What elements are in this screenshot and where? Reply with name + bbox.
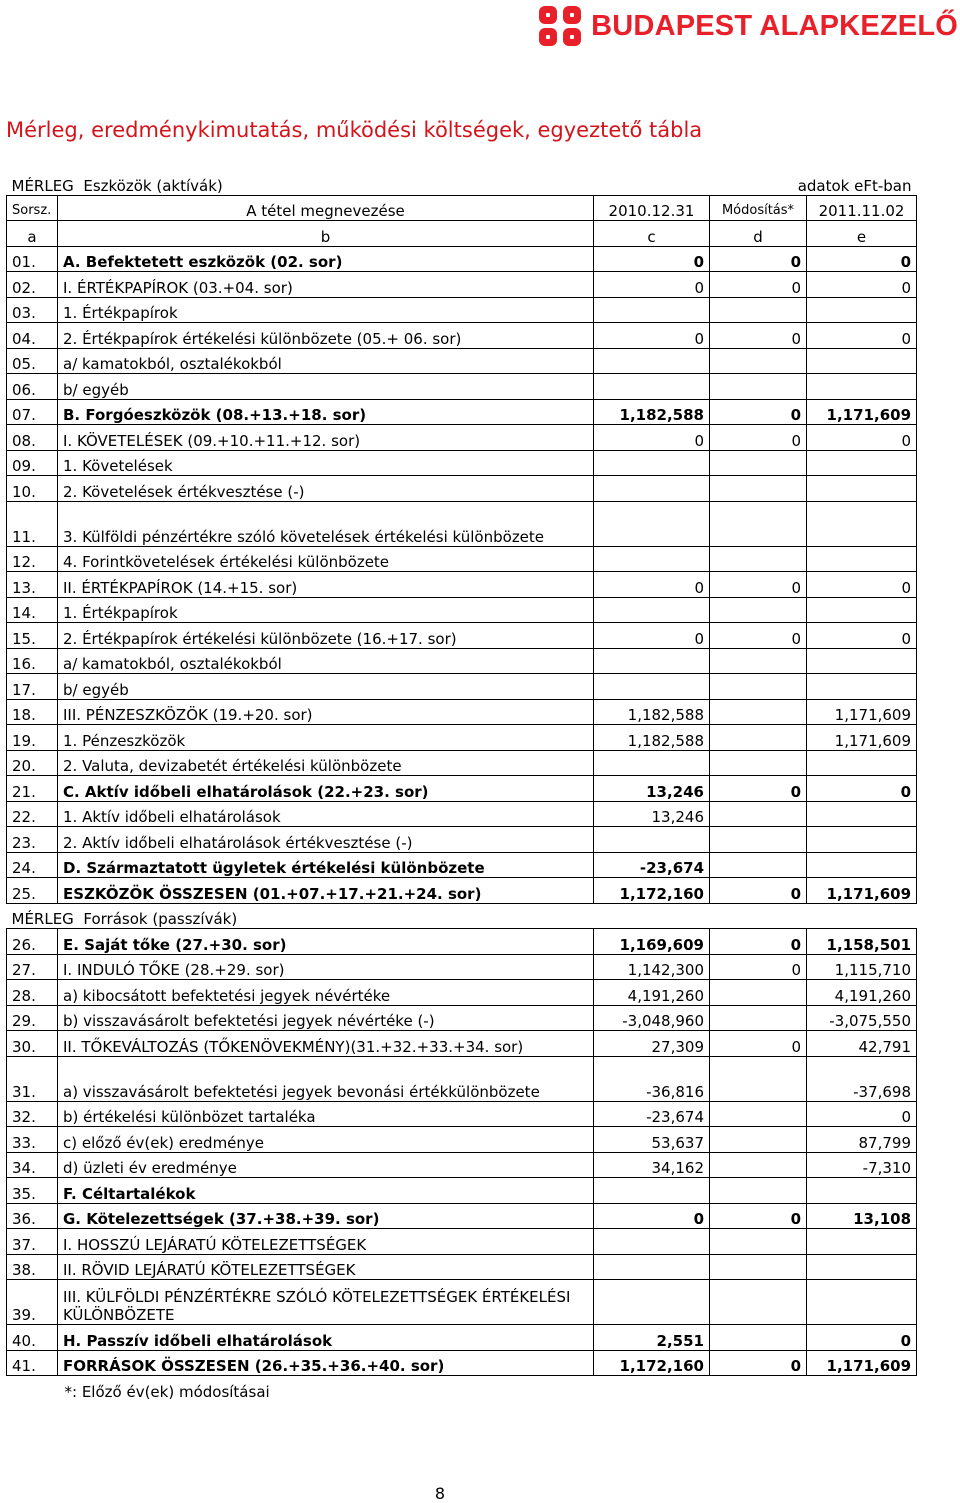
value-2010-12-31 bbox=[594, 597, 710, 623]
item-name: c) előző év(ek) eredménye bbox=[58, 1127, 594, 1153]
value-modification bbox=[710, 1005, 807, 1031]
value-modification bbox=[710, 980, 807, 1006]
row-number: 32. bbox=[7, 1101, 58, 1127]
value-2010-12-31: 0 bbox=[594, 623, 710, 649]
item-name: H. Passzív időbeli elhatárolások bbox=[58, 1325, 594, 1351]
item-name: b/ egyéb bbox=[58, 674, 594, 700]
item-name: 1. Értékpapírok bbox=[58, 297, 594, 323]
value-modification: 0 bbox=[710, 623, 807, 649]
item-name: 2. Valuta, devizabetét értékelési különbözete bbox=[58, 750, 594, 776]
value-modification: 0 bbox=[710, 399, 807, 425]
assets-section-header bbox=[7, 170, 917, 195]
liabilities-section-header bbox=[7, 903, 917, 929]
column-letter: b bbox=[58, 221, 594, 247]
value-2010-12-31 bbox=[594, 1229, 710, 1255]
value-2011-11-02: 87,799 bbox=[807, 1127, 917, 1153]
table-row bbox=[7, 1203, 917, 1229]
value-modification bbox=[710, 827, 807, 853]
value-2010-12-31: 0 bbox=[594, 572, 710, 598]
item-name: 2. Értékpapírok értékelési különbözete (16.+17. sor) bbox=[58, 623, 594, 649]
value-2010-12-31: 1,182,588 bbox=[594, 699, 710, 725]
table-row bbox=[7, 297, 917, 323]
section-label: MÉRLEG bbox=[11, 910, 74, 928]
value-2010-12-31 bbox=[594, 476, 710, 502]
row-number: 15. bbox=[7, 623, 58, 649]
value-2011-11-02 bbox=[807, 476, 917, 502]
item-name: II. RÖVID LEJÁRATÚ KÖTELEZETTSÉGEK bbox=[58, 1254, 594, 1280]
table-row bbox=[7, 623, 917, 649]
value-2010-12-31: 2,551 bbox=[594, 1325, 710, 1351]
value-2011-11-02: 0 bbox=[807, 1325, 917, 1351]
table-row bbox=[7, 1152, 917, 1178]
value-2010-12-31: -23,674 bbox=[594, 852, 710, 878]
row-number: 16. bbox=[7, 648, 58, 674]
value-modification bbox=[710, 476, 807, 502]
page-number: 8 bbox=[434, 1484, 446, 1503]
value-2010-12-31: 0 bbox=[594, 246, 710, 272]
section-name: Eszközök (aktívák) bbox=[83, 176, 223, 195]
table-row bbox=[7, 1127, 917, 1153]
value-2011-11-02: -7,310 bbox=[807, 1152, 917, 1178]
value-modification: 0 bbox=[710, 1203, 807, 1229]
item-name: A. Befektetett eszközök (02. sor) bbox=[58, 246, 594, 272]
row-number: 20. bbox=[7, 750, 58, 776]
table-row bbox=[7, 597, 917, 623]
value-2011-11-02 bbox=[807, 852, 917, 878]
column-header-d: Módosítás* bbox=[710, 195, 807, 221]
value-2011-11-02 bbox=[807, 374, 917, 400]
value-2011-11-02: 0 bbox=[807, 776, 917, 802]
item-name: III. PÉNZESZKÖZÖK (19.+20. sor) bbox=[58, 699, 594, 725]
table-row bbox=[7, 546, 917, 572]
value-modification: 0 bbox=[710, 272, 807, 298]
value-2011-11-02 bbox=[807, 827, 917, 853]
value-2011-11-02: 0 bbox=[807, 323, 917, 349]
table-row bbox=[7, 776, 917, 802]
section-label: MÉRLEG bbox=[11, 176, 74, 195]
value-2011-11-02: 0 bbox=[807, 246, 917, 272]
column-letter: c bbox=[594, 221, 710, 247]
value-2010-12-31 bbox=[594, 348, 710, 374]
column-header-sorsz: Sorsz. bbox=[7, 195, 58, 221]
row-number: 13. bbox=[7, 572, 58, 598]
value-modification bbox=[710, 374, 807, 400]
value-2010-12-31: 53,637 bbox=[594, 1127, 710, 1153]
row-number: 41. bbox=[7, 1350, 58, 1376]
value-2010-12-31 bbox=[594, 1254, 710, 1280]
table-row bbox=[7, 648, 917, 674]
value-2010-12-31: 1,142,300 bbox=[594, 954, 710, 980]
value-2011-11-02 bbox=[807, 801, 917, 827]
value-2010-12-31: 34,162 bbox=[594, 1152, 710, 1178]
value-modification bbox=[710, 725, 807, 751]
value-modification: 0 bbox=[710, 246, 807, 272]
unit-note: adatok eFt-ban bbox=[797, 176, 912, 195]
column-letter-row bbox=[7, 221, 917, 247]
brand-name: BUDAPEST ALAPKEZELŐ bbox=[591, 9, 958, 42]
value-2011-11-02: 1,115,710 bbox=[807, 954, 917, 980]
value-modification bbox=[710, 297, 807, 323]
item-name: I. ÉRTÉKPAPÍROK (03.+04. sor) bbox=[58, 272, 594, 298]
value-2010-12-31: 4,191,260 bbox=[594, 980, 710, 1006]
value-modification bbox=[710, 501, 807, 546]
value-modification bbox=[710, 1325, 807, 1351]
value-2010-12-31 bbox=[594, 1178, 710, 1204]
value-2011-11-02: 0 bbox=[807, 623, 917, 649]
item-name: III. KÜLFÖLDI PÉNZÉRTÉKRE SZÓLÓ KÖTELEZETTSÉGEK ÉRTÉKELÉSI KÜLÖNBÖZETE bbox=[58, 1280, 594, 1325]
row-number: 02. bbox=[7, 272, 58, 298]
table-row bbox=[7, 954, 917, 980]
value-modification bbox=[710, 348, 807, 374]
page-title: Mérleg, eredménykimutatás, működési költségek, egyeztető tábla bbox=[6, 118, 703, 142]
footnote: *: Előző év(ek) módosításai bbox=[64, 1382, 270, 1401]
item-name: I. INDULÓ TŐKE (28.+29. sor) bbox=[58, 954, 594, 980]
table-row bbox=[7, 1280, 917, 1325]
value-2011-11-02 bbox=[807, 597, 917, 623]
item-name: G. Kötelezettségek (37.+38.+39. sor) bbox=[58, 1203, 594, 1229]
table-row bbox=[7, 572, 917, 598]
value-modification: 0 bbox=[710, 929, 807, 955]
value-2010-12-31: 0 bbox=[594, 272, 710, 298]
row-number: 12. bbox=[7, 546, 58, 572]
row-number: 01. bbox=[7, 246, 58, 272]
item-name: 1. Pénzeszközök bbox=[58, 725, 594, 751]
item-name: a/ kamatokból, osztalékokból bbox=[58, 348, 594, 374]
row-number: 38. bbox=[7, 1254, 58, 1280]
table-row bbox=[7, 1101, 917, 1127]
value-modification: 0 bbox=[710, 1350, 807, 1376]
table-row bbox=[7, 348, 917, 374]
value-2010-12-31 bbox=[594, 297, 710, 323]
row-number: 04. bbox=[7, 323, 58, 349]
row-number: 19. bbox=[7, 725, 58, 751]
row-number: 37. bbox=[7, 1229, 58, 1255]
value-2011-11-02 bbox=[807, 546, 917, 572]
item-name: I. KÖVETELÉSEK (09.+10.+11.+12. sor) bbox=[58, 425, 594, 451]
table-row bbox=[7, 980, 917, 1006]
value-2010-12-31 bbox=[594, 501, 710, 546]
table-row bbox=[7, 323, 917, 349]
value-modification bbox=[710, 1056, 807, 1101]
row-number: 03. bbox=[7, 297, 58, 323]
value-modification bbox=[710, 648, 807, 674]
item-name: II. TŐKEVÁLTOZÁS (TŐKENÖVEKMÉNY)(31.+32.+33.+34. sor) bbox=[58, 1031, 594, 1057]
item-name: b) értékelési különbözet tartaléka bbox=[58, 1101, 594, 1127]
column-letter: d bbox=[710, 221, 807, 247]
value-2010-12-31 bbox=[594, 750, 710, 776]
row-number: 23. bbox=[7, 827, 58, 853]
value-2011-11-02 bbox=[807, 1254, 917, 1280]
table-row bbox=[7, 1178, 917, 1204]
table-row bbox=[7, 1229, 917, 1255]
value-2011-11-02 bbox=[807, 450, 917, 476]
value-2011-11-02 bbox=[807, 648, 917, 674]
value-modification bbox=[710, 1152, 807, 1178]
value-modification: 0 bbox=[710, 572, 807, 598]
table-row bbox=[7, 399, 917, 425]
value-modification: 0 bbox=[710, 1031, 807, 1057]
value-2010-12-31 bbox=[594, 648, 710, 674]
balance-sheet-table bbox=[6, 170, 917, 1401]
value-modification bbox=[710, 801, 807, 827]
value-2010-12-31: 13,246 bbox=[594, 776, 710, 802]
value-modification bbox=[710, 1229, 807, 1255]
row-number: 06. bbox=[7, 374, 58, 400]
value-2011-11-02 bbox=[807, 1178, 917, 1204]
table-row bbox=[7, 674, 917, 700]
item-name: 2. Aktív időbeli elhatárolások értékvesztése (-) bbox=[58, 827, 594, 853]
item-name: 2. Értékpapírok értékelési különbözete (05.+ 06. sor) bbox=[58, 323, 594, 349]
value-modification bbox=[710, 1254, 807, 1280]
value-2011-11-02: 0 bbox=[807, 1101, 917, 1127]
value-2011-11-02: 42,791 bbox=[807, 1031, 917, 1057]
value-modification: 0 bbox=[710, 954, 807, 980]
value-2011-11-02 bbox=[807, 1229, 917, 1255]
table-row bbox=[7, 750, 917, 776]
row-number: 30. bbox=[7, 1031, 58, 1057]
value-2010-12-31: 0 bbox=[594, 323, 710, 349]
item-name: a) visszavásárolt befektetési jegyek bevonási értékkülönbözete bbox=[58, 1056, 594, 1101]
row-number: 11. bbox=[7, 501, 58, 546]
table-row bbox=[7, 1005, 917, 1031]
table-row bbox=[7, 852, 917, 878]
value-2011-11-02: 1,171,609 bbox=[807, 399, 917, 425]
table-row bbox=[7, 1056, 917, 1101]
row-number: 07. bbox=[7, 399, 58, 425]
table-row bbox=[7, 450, 917, 476]
value-2011-11-02: -3,075,550 bbox=[807, 1005, 917, 1031]
table-row bbox=[7, 801, 917, 827]
column-header-c: 2010.12.31 bbox=[594, 195, 710, 221]
item-name: 3. Külföldi pénzértékre szóló követelések értékelési különbözete bbox=[58, 501, 594, 546]
value-modification bbox=[710, 750, 807, 776]
value-modification bbox=[710, 699, 807, 725]
value-2010-12-31: 13,246 bbox=[594, 801, 710, 827]
value-2010-12-31: 1,172,160 bbox=[594, 878, 710, 904]
row-number: 39. bbox=[7, 1280, 58, 1325]
table-row bbox=[7, 929, 917, 955]
value-2011-11-02 bbox=[807, 674, 917, 700]
value-modification bbox=[710, 597, 807, 623]
value-2011-11-02: 0 bbox=[807, 272, 917, 298]
column-header-e: 2011.11.02 bbox=[807, 195, 917, 221]
item-name: 1. Követelések bbox=[58, 450, 594, 476]
item-name: ESZKÖZÖK ÖSSZESEN (01.+07.+17.+21.+24. sor) bbox=[58, 878, 594, 904]
value-2010-12-31 bbox=[594, 1280, 710, 1325]
table-row bbox=[7, 374, 917, 400]
item-name: FORRÁSOK ÖSSZESEN (26.+35.+36.+40. sor) bbox=[58, 1350, 594, 1376]
value-2010-12-31: -36,816 bbox=[594, 1056, 710, 1101]
value-2011-11-02 bbox=[807, 348, 917, 374]
row-number: 22. bbox=[7, 801, 58, 827]
table-row bbox=[7, 272, 917, 298]
table-row bbox=[7, 878, 917, 904]
row-number: 27. bbox=[7, 954, 58, 980]
value-2011-11-02: 1,171,609 bbox=[807, 699, 917, 725]
item-name: F. Céltartalékok bbox=[58, 1178, 594, 1204]
item-name: d) üzleti év eredménye bbox=[58, 1152, 594, 1178]
table-row bbox=[7, 501, 917, 546]
value-2010-12-31: 1,182,588 bbox=[594, 725, 710, 751]
value-modification bbox=[710, 450, 807, 476]
value-2010-12-31: 0 bbox=[594, 425, 710, 451]
value-2011-11-02: 0 bbox=[807, 572, 917, 598]
value-2011-11-02: 4,191,260 bbox=[807, 980, 917, 1006]
table-row bbox=[7, 1325, 917, 1351]
row-number: 05. bbox=[7, 348, 58, 374]
row-number: 24. bbox=[7, 852, 58, 878]
column-header-row bbox=[7, 195, 917, 221]
table-row bbox=[7, 246, 917, 272]
value-modification bbox=[710, 1127, 807, 1153]
row-number: 21. bbox=[7, 776, 58, 802]
item-name: a) kibocsátott befektetési jegyek névértéke bbox=[58, 980, 594, 1006]
row-number: 09. bbox=[7, 450, 58, 476]
item-name: E. Saját tőke (27.+30. sor) bbox=[58, 929, 594, 955]
value-2010-12-31: 1,169,609 bbox=[594, 929, 710, 955]
row-number: 36. bbox=[7, 1203, 58, 1229]
value-2010-12-31: 1,182,588 bbox=[594, 399, 710, 425]
value-2011-11-02: 13,108 bbox=[807, 1203, 917, 1229]
value-2010-12-31 bbox=[594, 827, 710, 853]
item-name: a/ kamatokból, osztalékokból bbox=[58, 648, 594, 674]
value-2010-12-31: 27,309 bbox=[594, 1031, 710, 1057]
value-2011-11-02 bbox=[807, 297, 917, 323]
brand-header bbox=[537, 4, 958, 48]
row-number: 14. bbox=[7, 597, 58, 623]
value-2011-11-02: 1,171,609 bbox=[807, 1350, 917, 1376]
value-2010-12-31: 0 bbox=[594, 1203, 710, 1229]
table-row bbox=[7, 827, 917, 853]
value-2010-12-31 bbox=[594, 374, 710, 400]
value-2011-11-02: 1,171,609 bbox=[807, 725, 917, 751]
item-name: 4. Forintkövetelések értékelési különbözete bbox=[58, 546, 594, 572]
table-row bbox=[7, 1350, 917, 1376]
value-modification bbox=[710, 1178, 807, 1204]
row-number: 35. bbox=[7, 1178, 58, 1204]
value-2010-12-31: 1,172,160 bbox=[594, 1350, 710, 1376]
value-2011-11-02 bbox=[807, 750, 917, 776]
section-name: Források (passzívák) bbox=[83, 910, 238, 928]
table-row bbox=[7, 1254, 917, 1280]
item-name: 2. Követelések értékvesztése (-) bbox=[58, 476, 594, 502]
row-number: 33. bbox=[7, 1127, 58, 1153]
item-name: 1. Aktív időbeli elhatárolások bbox=[58, 801, 594, 827]
row-number: 31. bbox=[7, 1056, 58, 1101]
value-2011-11-02 bbox=[807, 1280, 917, 1325]
table-row bbox=[7, 425, 917, 451]
value-2010-12-31 bbox=[594, 450, 710, 476]
row-number: 28. bbox=[7, 980, 58, 1006]
value-2010-12-31: -3,048,960 bbox=[594, 1005, 710, 1031]
column-letter: a bbox=[7, 221, 58, 247]
row-number: 29. bbox=[7, 1005, 58, 1031]
value-2010-12-31: -23,674 bbox=[594, 1101, 710, 1127]
value-modification bbox=[710, 1101, 807, 1127]
value-2011-11-02: 1,158,501 bbox=[807, 929, 917, 955]
value-modification bbox=[710, 674, 807, 700]
column-letter: e bbox=[807, 221, 917, 247]
budapest-alapkezelo-logo-icon bbox=[537, 4, 583, 48]
value-modification: 0 bbox=[710, 776, 807, 802]
row-number: 17. bbox=[7, 674, 58, 700]
table-row bbox=[7, 725, 917, 751]
value-modification: 0 bbox=[710, 878, 807, 904]
value-2011-11-02 bbox=[807, 501, 917, 546]
item-name: B. Forgóeszközök (08.+13.+18. sor) bbox=[58, 399, 594, 425]
value-2010-12-31 bbox=[594, 674, 710, 700]
item-name: b/ egyéb bbox=[58, 374, 594, 400]
row-number: 40. bbox=[7, 1325, 58, 1351]
row-number: 25. bbox=[7, 878, 58, 904]
value-2011-11-02: -37,698 bbox=[807, 1056, 917, 1101]
value-2011-11-02: 0 bbox=[807, 425, 917, 451]
footnote-row bbox=[7, 1376, 917, 1401]
item-name: D. Származtatott ügyletek értékelési különbözete bbox=[58, 852, 594, 878]
item-name: b) visszavásárolt befektetési jegyek névértéke (-) bbox=[58, 1005, 594, 1031]
row-number: 26. bbox=[7, 929, 58, 955]
item-name: II. ÉRTÉKPAPÍROK (14.+15. sor) bbox=[58, 572, 594, 598]
row-number: 34. bbox=[7, 1152, 58, 1178]
value-modification bbox=[710, 852, 807, 878]
value-modification: 0 bbox=[710, 323, 807, 349]
item-name: 1. Értékpapírok bbox=[58, 597, 594, 623]
column-header-name: A tétel megnevezése bbox=[58, 195, 594, 221]
row-number: 08. bbox=[7, 425, 58, 451]
value-2010-12-31 bbox=[594, 546, 710, 572]
item-name: C. Aktív időbeli elhatárolások (22.+23. sor) bbox=[58, 776, 594, 802]
value-modification: 0 bbox=[710, 425, 807, 451]
value-modification bbox=[710, 1280, 807, 1325]
table-row bbox=[7, 476, 917, 502]
value-2011-11-02: 1,171,609 bbox=[807, 878, 917, 904]
table-row bbox=[7, 699, 917, 725]
row-number: 10. bbox=[7, 476, 58, 502]
item-name: I. HOSSZÚ LEJÁRATÚ KÖTELEZETTSÉGEK bbox=[58, 1229, 594, 1255]
table-row bbox=[7, 1031, 917, 1057]
row-number: 18. bbox=[7, 699, 58, 725]
value-modification bbox=[710, 546, 807, 572]
